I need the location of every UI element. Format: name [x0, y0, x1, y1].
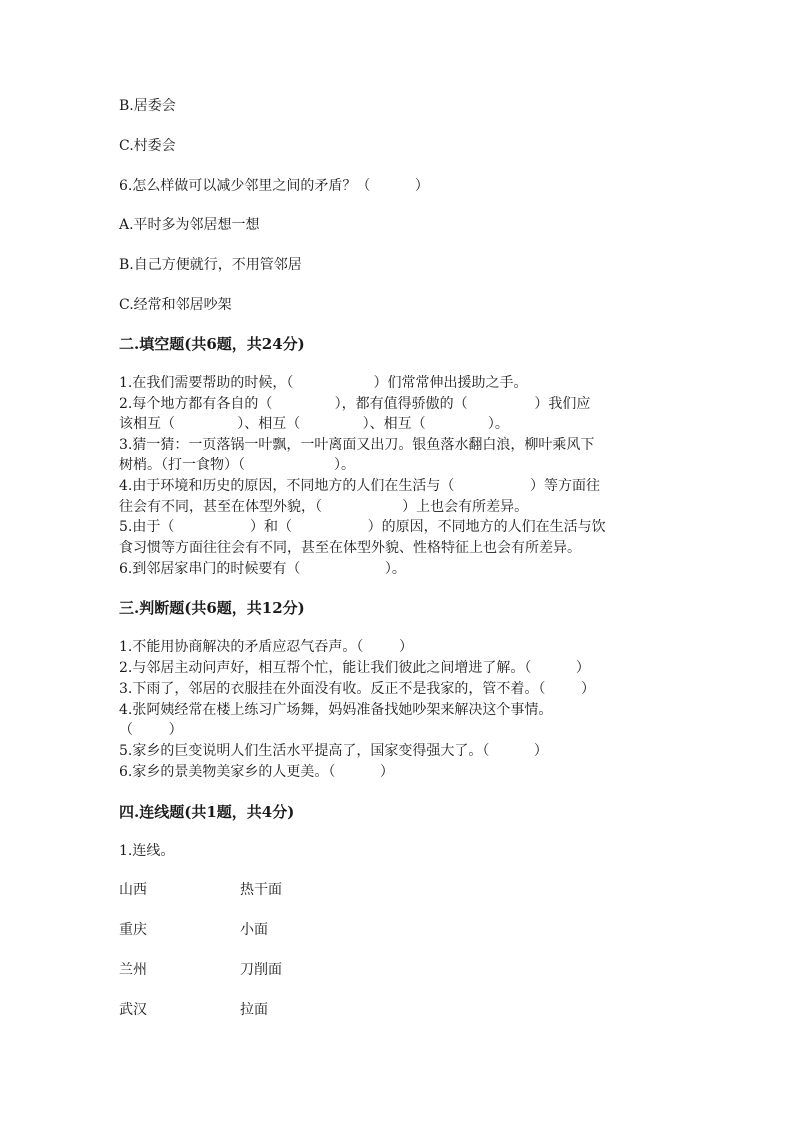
section-heading-fill-in: 二.填空题(共6题，共24分): [119, 335, 305, 353]
option-c-village-committee: C.村委会: [119, 138, 176, 154]
question-6: 6.怎么样做可以减少邻里之间的矛盾？（ ）: [119, 178, 429, 194]
option-b: B.自己方便就行，不用管邻居: [119, 257, 302, 273]
fill-question-4-line-1: 4.由于环境和历史的原因，不同地方的人们在生活与（ ）等方面往: [119, 478, 601, 494]
judge-question-3: 3.下雨了，邻居的衣服挂在外面没有收。反正不是我家的，管不着。（ ）: [119, 681, 595, 697]
fill-question-4-line-2: 往会有不同，甚至在体型外貌，（ ）上也会有所差异。: [119, 499, 529, 515]
matching-question-1: 1.连线。: [119, 843, 175, 859]
fill-question-3-line-1: 3.猜一猜：一页落锅一叶飘，一叶离面又出刀。银鱼落水翻白浪，柳叶乘风下: [119, 437, 595, 453]
fill-question-6: 6.到邻居家串门的时候要有（ ）。: [119, 561, 406, 577]
match-left-item: 重庆: [119, 922, 147, 938]
judge-question-6: 6.家乡的景美物美家乡的人更美。（ ）: [119, 764, 394, 780]
match-right-item: 刀削面: [240, 962, 282, 978]
match-left-item: 兰州: [119, 962, 147, 978]
judge-question-4-line-2: （ ）: [119, 722, 183, 738]
fill-question-2-line-2: 该相互（ ）、相互（ ）、相互（ ）。: [119, 416, 509, 432]
match-right-item: 小面: [240, 922, 268, 938]
fill-question-1: 1.在我们需要帮助的时候，（ ）们常常伸出援助之手。: [119, 375, 528, 391]
option-b-residents-committee: B.居委会: [119, 98, 176, 114]
fill-question-2-line-1: 2.每个地方都有各自的（ ），都有值得骄傲的（ ）我们应: [119, 396, 591, 412]
option-c: C.经常和邻居吵架: [119, 297, 232, 313]
match-left-item: 武汉: [119, 1002, 147, 1018]
judge-question-2: 2.与邻居主动问声好，相互帮个忙，能让我们彼此之间增进了解。（ ）: [119, 660, 590, 676]
match-right-item: 热干面: [240, 882, 282, 898]
fill-question-5-line-1: 5.由于（ ）和（ ）的原因，不同地方的人们在生活与饮: [119, 519, 606, 535]
judge-question-4-line-1: 4.张阿姨经常在楼上练习广场舞，妈妈准备找她吵架来解决这个事情。: [119, 702, 553, 718]
fill-question-3-line-2: 树梢。（打一食物）（ ）。: [119, 457, 356, 473]
judge-question-5: 5.家乡的巨变说明人们生活水平提高了，国家变得强大了。（ ）: [119, 743, 548, 759]
match-left-item: 山西: [119, 882, 147, 898]
section-heading-matching: 四.连线题(共1题，共4分): [119, 803, 295, 821]
option-a: A.平时多为邻居想一想: [119, 217, 260, 233]
judge-question-1: 1.不能用协商解决的矛盾应忍气吞声。（ ）: [119, 639, 413, 655]
section-heading-true-false: 三.判断题(共6题，共12分): [119, 599, 305, 617]
fill-question-5-line-2: 食习惯等方面往往会有不同，甚至在体型外貌、性格特征上也会有所差异。: [119, 540, 581, 556]
match-right-item: 拉面: [240, 1002, 268, 1018]
